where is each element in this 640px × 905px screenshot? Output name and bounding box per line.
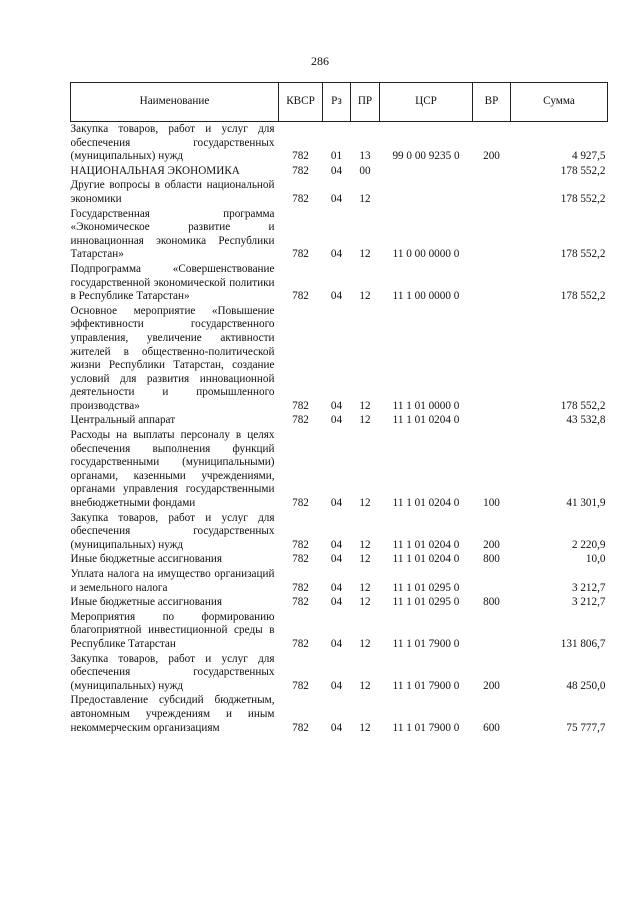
row-pr: 12 (359, 596, 371, 609)
row-csr (380, 178, 473, 206)
row-rz: 04 (330, 679, 343, 692)
row-csr: 11 1 01 7900 0 (392, 637, 460, 650)
row-vr: 800 (483, 596, 500, 609)
row-vr: 200 (483, 679, 500, 692)
header-rz: Рз (323, 83, 351, 122)
row-name: Закупка товаров, работ и услуг для обеспечения государственных (муниципальных) нужд (70, 123, 275, 163)
table-body (71, 122, 608, 736)
row-kvsr: 782 (292, 679, 309, 692)
row-vr: 100 (483, 497, 500, 510)
row-rz: 04 (330, 290, 343, 303)
row-vr (473, 164, 511, 179)
row-vr: 200 (483, 150, 500, 163)
row-vr: 800 (483, 553, 500, 566)
row-name: Мероприятия по формированию благоприятной инвестиционной среды в Республике Татарстан (70, 610, 275, 650)
row-name: Центральный аппарат (70, 414, 176, 427)
table-row (71, 595, 608, 610)
row-name: Иные бюджетные ассигнования (70, 553, 222, 566)
row-name: Подпрограмма «Совершенствование государственной экономической политики в Республике Татарстан» (70, 262, 275, 303)
row-vr (473, 413, 511, 428)
row-rz: 04 (330, 596, 343, 609)
row-vr (473, 207, 511, 262)
row-vr (473, 610, 511, 652)
row-name: Предоставление субсидий бюджетным, автономным учреждениям и иным некоммерческим организациям (70, 694, 275, 734)
row-csr: 11 1 01 0204 0 (392, 497, 460, 510)
row-pr: 12 (359, 248, 371, 261)
row-kvsr: 782 (292, 538, 309, 551)
row-kvsr: 782 (292, 399, 309, 412)
row-csr: 99 0 00 9235 0 (392, 150, 460, 163)
row-csr: 11 1 01 7900 0 (392, 721, 460, 734)
table-row (71, 693, 608, 735)
table-row (71, 122, 608, 164)
row-name: НАЦИОНАЛЬНАЯ ЭКОНОМИКА (70, 164, 240, 177)
row-sum: 10,0 (585, 553, 606, 566)
row-pr: 13 (359, 150, 371, 163)
row-rz: 01 (330, 150, 343, 163)
row-name: Иные бюджетные ассигнования (70, 596, 222, 609)
row-sum: 178 552,2 (560, 164, 606, 177)
row-name: Государственная программа «Экономическое развитие и инновационная экономика Республики Татарстан» (70, 207, 275, 261)
table-row (71, 652, 608, 694)
row-csr: 11 1 01 0204 0 (392, 538, 460, 551)
row-pr: 12 (359, 399, 371, 412)
row-sum: 75 777,7 (566, 721, 606, 734)
row-csr: 11 1 01 0204 0 (392, 414, 460, 427)
row-rz: 04 (330, 538, 343, 551)
table-header (71, 83, 608, 122)
row-rz: 04 (330, 497, 343, 510)
row-sum: 4 927,5 (571, 150, 606, 163)
header-sum: Сумма (511, 83, 608, 122)
row-kvsr: 782 (292, 721, 309, 734)
header-vr: ВР (473, 83, 511, 122)
row-kvsr: 782 (292, 164, 309, 177)
row-csr: 11 1 01 0000 0 (392, 399, 460, 412)
header-csr: ЦСР (380, 83, 473, 122)
row-csr: 11 1 01 0204 0 (392, 553, 460, 566)
row-rz: 04 (330, 192, 343, 205)
row-csr: 11 1 00 0000 0 (392, 290, 460, 303)
row-pr: 12 (359, 538, 371, 551)
row-vr (473, 304, 511, 414)
row-sum: 43 532,8 (566, 414, 606, 427)
row-name: Уплата налога на имущество организаций и земельного налога (70, 568, 275, 594)
table-row (71, 567, 608, 595)
row-kvsr: 782 (292, 150, 309, 163)
row-name: Расходы на выплаты персоналу в целях обеспечения выполнения функций государственными (муниципальными) органами, казенными учреждениями, органами управления государственными внебюджетными фондами (70, 429, 275, 510)
row-kvsr: 782 (292, 414, 309, 427)
row-pr: 00 (359, 164, 371, 177)
row-rz: 04 (330, 399, 343, 412)
row-rz: 04 (330, 164, 343, 177)
row-csr: 11 1 01 0295 0 (392, 581, 460, 594)
row-pr: 12 (359, 192, 371, 205)
row-kvsr: 782 (292, 248, 309, 261)
row-rz: 04 (330, 581, 343, 594)
row-rz: 04 (330, 721, 343, 734)
row-name: Закупка товаров, работ и услуг для обеспечения государственных (муниципальных) нужд (70, 511, 275, 551)
table-row (71, 511, 608, 553)
row-pr: 12 (359, 637, 371, 650)
row-sum: 41 301,9 (566, 497, 606, 510)
row-csr (380, 164, 473, 179)
table-row (71, 262, 608, 304)
row-csr: 11 1 01 7900 0 (392, 679, 460, 692)
row-pr: 12 (359, 553, 371, 566)
table-row (71, 164, 608, 179)
row-sum: 48 250,0 (566, 679, 606, 692)
row-vr (473, 567, 511, 595)
row-kvsr: 782 (292, 581, 309, 594)
row-sum: 178 552,2 (560, 290, 606, 303)
row-kvsr: 782 (292, 637, 309, 650)
row-sum: 2 220,9 (571, 538, 606, 551)
table-row (71, 610, 608, 652)
row-kvsr: 782 (292, 192, 309, 205)
row-csr: 11 1 01 0295 0 (392, 596, 460, 609)
row-name: Закупка товаров, работ и услуг для обеспечения государственных (муниципальных) нужд (70, 652, 275, 692)
table-row (71, 413, 608, 428)
row-rz: 04 (330, 553, 343, 566)
page-number: 286 (311, 54, 329, 68)
row-csr: 11 0 00 0000 0 (392, 248, 460, 261)
row-sum: 178 552,2 (560, 248, 606, 261)
table-row (71, 304, 608, 414)
row-pr: 12 (359, 679, 371, 692)
row-sum: 3 212,7 (571, 596, 606, 609)
header-name: Наименование (71, 83, 279, 122)
row-rz: 04 (330, 248, 343, 261)
row-vr (473, 178, 511, 206)
row-rz: 04 (330, 637, 343, 650)
row-name: Другие вопросы в области национальной экономики (70, 179, 275, 205)
row-kvsr: 782 (292, 497, 309, 510)
row-sum: 178 552,2 (560, 399, 606, 412)
row-sum: 178 552,2 (560, 192, 606, 205)
row-pr: 12 (359, 414, 371, 427)
budget-table (70, 82, 608, 735)
header-pr: ПР (351, 83, 380, 122)
table-row (71, 552, 608, 567)
row-sum: 131 806,7 (560, 637, 606, 650)
row-kvsr: 782 (292, 596, 309, 609)
row-kvsr: 782 (292, 553, 309, 566)
row-pr: 12 (359, 290, 371, 303)
table-row (71, 207, 608, 262)
row-vr (473, 262, 511, 304)
header-kvsr: КВСР (279, 83, 323, 122)
row-pr: 12 (359, 581, 371, 594)
row-vr: 600 (483, 721, 500, 734)
table-row (71, 178, 608, 206)
row-vr: 200 (483, 538, 500, 551)
row-name: Основное мероприятие «Повышение эффективности государственного управления, увеличение активности жителей в общественно-политической жизни Республики Татарстан, создание условий для развития инновационной деятельности и промышленного производства» (70, 304, 275, 412)
row-kvsr: 782 (292, 290, 309, 303)
row-pr: 12 (359, 721, 371, 734)
table-row (71, 428, 608, 511)
row-pr: 12 (359, 497, 371, 510)
row-sum: 3 212,7 (571, 581, 606, 594)
row-rz: 04 (330, 414, 343, 427)
